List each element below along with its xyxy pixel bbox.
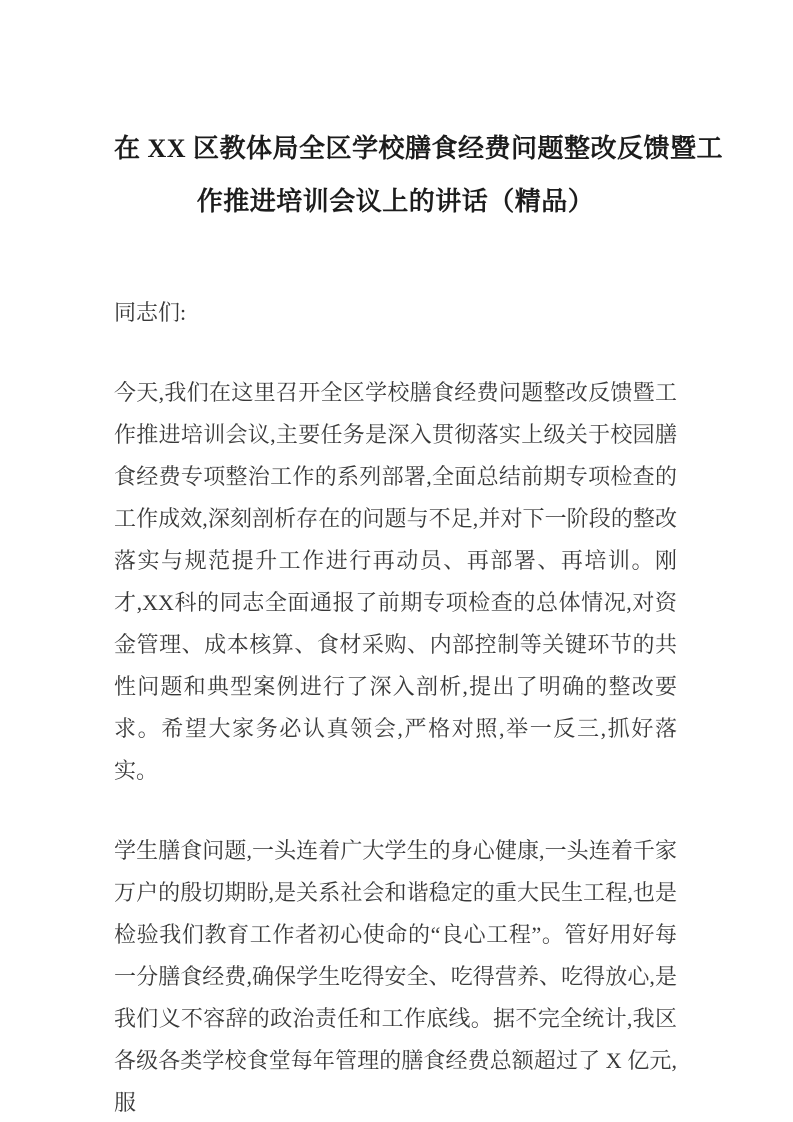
title-line-2: 作推进培训会议上的讲话（精品） [196, 187, 595, 216]
paragraph-significance: 学生膳食问题,一头连着广大学生的身心健康,一头连着千家万户的殷切期盼,是关系社会和谐稳定的重大民生工程,也是检验我们教育工作者初心使命的“良心工程”。管好用好每一分膳食经费,确保学生吃得安全、吃得营养、吃得放心,是我们义不容辞的政治责任和工作底线。据不完全统计,我区各级各类学校食堂每年管理的膳食经费总额超过了 X 亿元,服 [114, 838, 677, 1115]
title-line-1: 在 XX 区教体局全区学校膳食经费问题整改反馈暨工 [114, 134, 724, 163]
paragraph-opening: 今天,我们在这里召开全区学校膳食经费问题整改反馈暨工作推进培训会议,主要任务是深入贯彻落实上级关于校园膳食经费专项整治工作的系列部署,全面总结前期专项检查的工作成效,深刻剖析存在的问题与不足,并对下一阶段的整改落实与规范提升工作进行再动员、再部署、再培训。刚才,XX科的同志全面通报了前期专项检查的总体情况,对资金管理、成本核算、食材采购、内部控制等关键环节的共性问题和典型案例进行了深入剖析,提出了明确的整改要求。希望大家务必认真领会,严格对照,举一反三,抓好落实。 [114, 380, 677, 783]
document-title [114, 122, 724, 228]
salutation: 同志们: [114, 300, 187, 325]
